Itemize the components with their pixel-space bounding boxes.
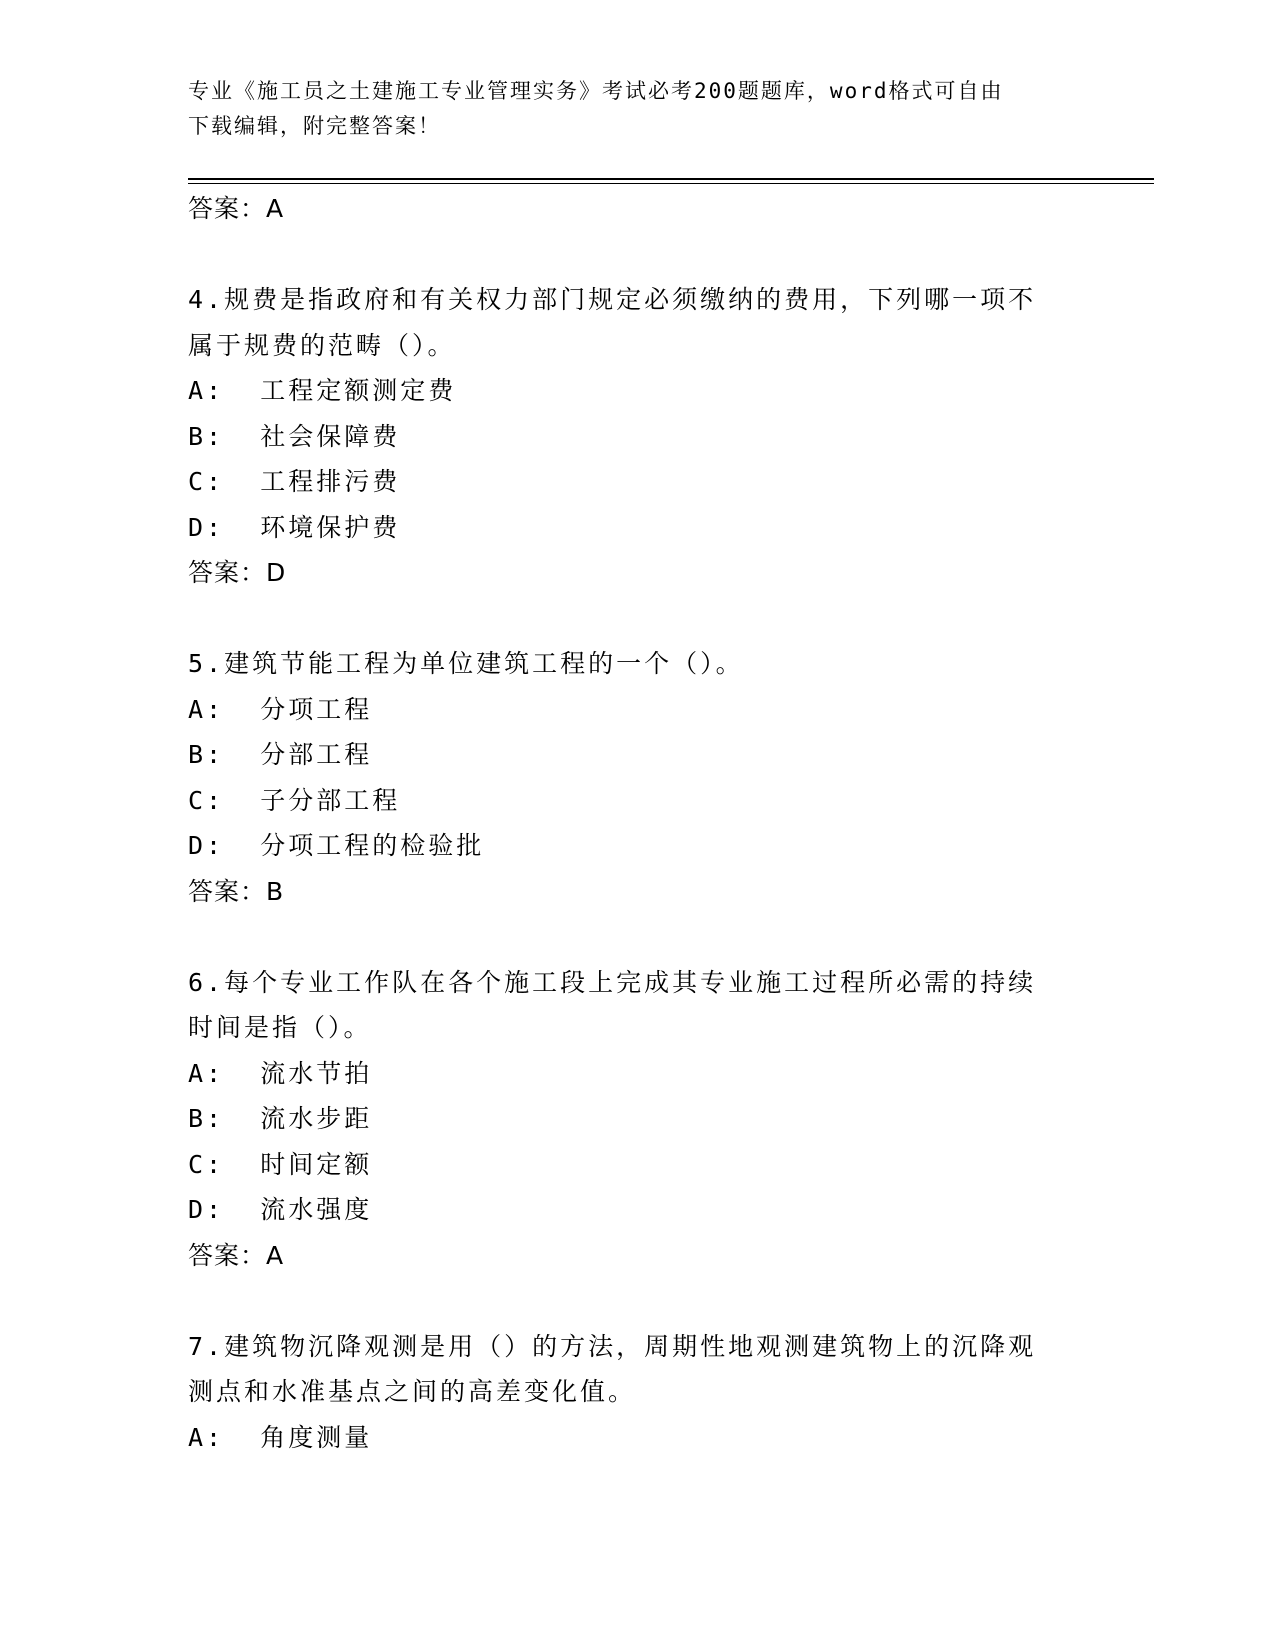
answer-label: 答案：D: [188, 558, 287, 587]
option-d: D: 环境保护费: [188, 512, 401, 542]
answer-label: 答案：B: [188, 876, 285, 906]
question-list: [188, 186, 1088, 1460]
answer-label: 答案：A: [188, 1240, 285, 1270]
option-d: D: 流水强度: [188, 1195, 373, 1224]
header-line-1: 专业《施工员之土建施工专业管理实务》考试必考200题题库，word格式可自由: [188, 79, 1004, 103]
document-header: [188, 74, 1068, 144]
option-c: C: 工程排污费: [188, 467, 401, 496]
question-5: [188, 641, 1088, 914]
question-text: 4.规费是指政府和有关权力部门规定必须缴纳的费用，下列哪一项不属于规费的范畴（）。: [188, 285, 1037, 360]
previous-answer: 答案：A: [188, 194, 285, 223]
question-4: [188, 277, 1088, 596]
header-divider-thick: [188, 178, 1154, 180]
option-a: A: 角度测量: [188, 1422, 373, 1452]
option-a: A: 分项工程: [188, 694, 373, 724]
option-b: B: 社会保障费: [188, 421, 401, 451]
option-b: B: 分部工程: [188, 740, 373, 769]
question-text: 6.每个专业工作队在各个施工段上完成其专业施工过程所必需的持续时间是指（）。: [188, 967, 1037, 1042]
header-line-2: 下载编辑，附完整答案！: [188, 114, 441, 138]
header-divider-thin: [188, 183, 1154, 184]
question-6: [188, 960, 1088, 1279]
option-a: A: 流水节拍: [188, 1058, 373, 1088]
question-text: 5.建筑节能工程为单位建筑工程的一个（）。: [188, 649, 744, 678]
question-text: 7.建筑物沉降观测是用（）的方法，周期性地观测建筑物上的沉降观测点和水准基点之间的高差变化值。: [188, 1331, 1037, 1406]
option-c: C: 子分部工程: [188, 785, 401, 815]
question-7: [188, 1324, 1088, 1461]
option-a: A: 工程定额测定费: [188, 376, 457, 405]
option-c: C: 时间定额: [188, 1149, 373, 1179]
option-d: D: 分项工程的检验批: [188, 831, 485, 860]
option-b: B: 流水步距: [188, 1104, 373, 1133]
